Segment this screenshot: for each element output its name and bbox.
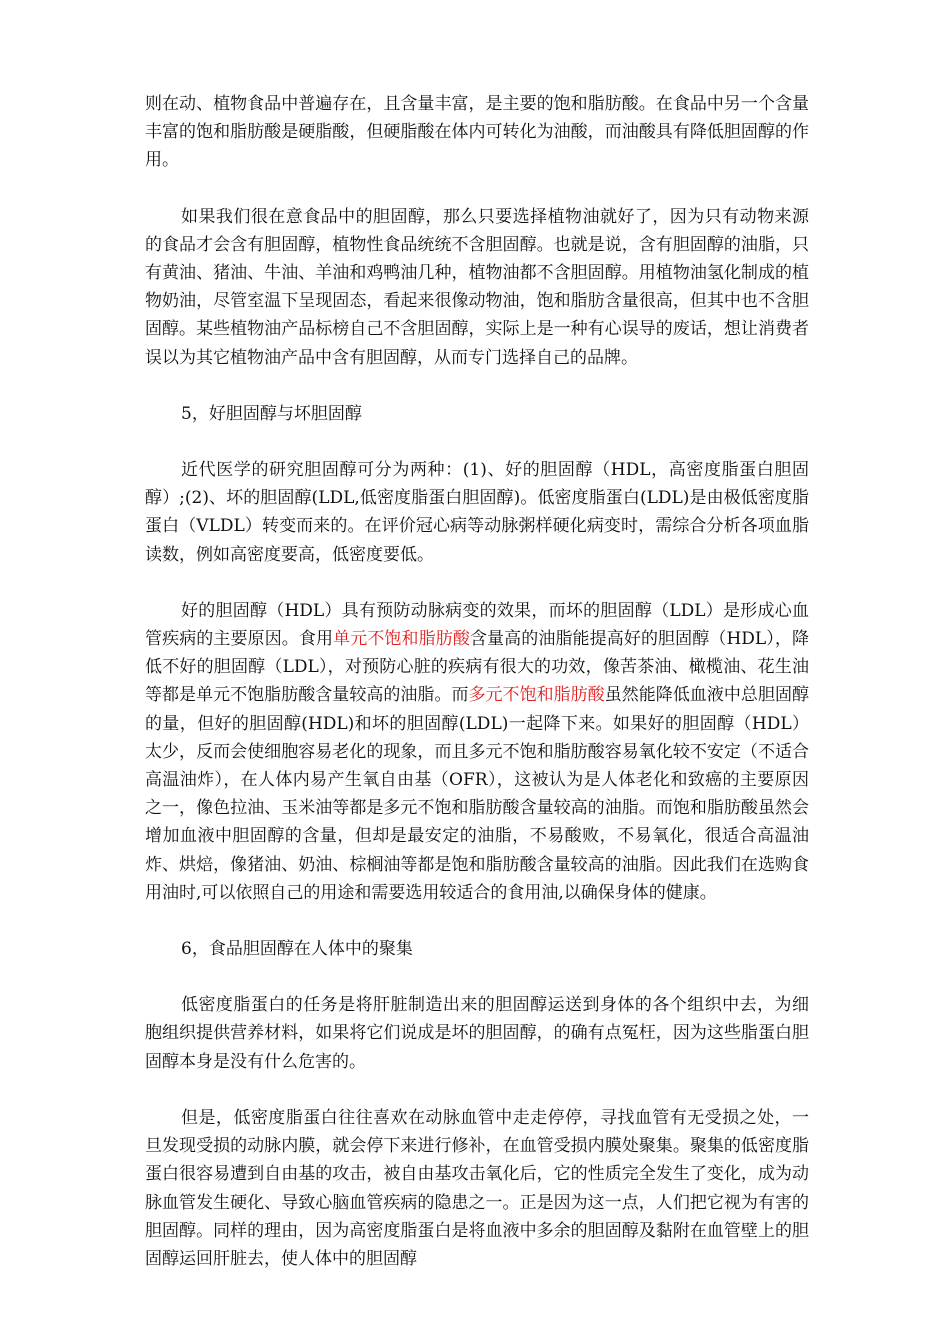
paragraph-saturated-fat: 则在动、植物食品中普遍存在，且含量丰富，是主要的饱和脂肪酸。在食品中另一个含量丰富的饱和脂肪酸是硬脂酸，但硬脂酸在体内可转化为油酸，而油酸具有降低胆固醇的作用。 xyxy=(145,94,809,171)
paragraph-ldl-task: 低密度脂蛋白的任务是将肝脏制造出来的胆固醇运送到身体的各个组织中去，为细胞组织提供营养材料，如果将它们说成是坏的胆固醇，的确有点冤枉，因为这些脂蛋白胆固醇本身是没有什么危害的。 xyxy=(145,995,809,1072)
paragraph-plant-oil: 如果我们很在意食品中的胆固醇，那么只要选择植物油就好了，因为只有动物来源的食品才会含有胆固醇，植物性食品统统不含胆固醇。也就是说，含有胆固醇的油脂，只有黄油、猪油、牛油、羊油和鸡鸭油几种，植物油都不含胆固醇。用植物油氢化制成的植物奶油，尽管室温下呈现固态，看起来很像动物油，饱和脂肪含量很高，但其中也不含胆固醇。某些植物油产品标榜自己不含胆固醇，实际上是一种有心误导的废话，想让消费者误以为其它植物油产品中含有胆固醇，从而专门选择自己的品牌。 xyxy=(145,206,809,368)
highlight-monounsaturated: 单元不饱和脂肪酸 xyxy=(333,629,470,650)
text-segment: 虽然能降低血液中总胆固醇的量，但好的胆固醇(HDL)和坏的胆固醇(LDL)一起降下来。如果好的胆固醇（HDL）太少，反而会使细胞容易老化的现象，而且多元不饱和脂肪酸容易氧化较不安定（不适合高温油炸），在人体内易产生氧自由基（OFR），这被认为是人体老化和致癌的主要原因之一，像色拉油、玉米油等都是多元不饱和脂肪酸含量较高的油脂。而饱和脂肪酸虽然会增加血液中胆固醇的含量，但却是最安定的油脂，不易酸败，不易氧化，很适合高温油炸、烘焙，像猪油、奶油、棕榈油等都是饱和脂肪酸含量较高的油脂。因此我们在选购食用油时,可以依照自己的用途和需要选用较适合的食用油,以确保身体的健康。 xyxy=(145,685,810,903)
paragraph-hdl-ldl-intro: 近代医学的研究胆固醇可分为两种：(1)、好的胆固醇（HDL，高密度脂蛋白胆固醇）;(2)、坏的胆固醇(LDL,低密度脂蛋白胆固醇)。低密度脂蛋白(LDL)是由极低密度脂蛋白（VLDL）转变而来的。在评价冠心病等动脉粥样硬化病变时，需综合分析各项血脂读数，例如高密度要高，低密度要低。 xyxy=(145,460,809,565)
section-heading-6: 6，食品胆固醇在人体中的聚集 xyxy=(181,939,413,960)
paragraph-fatty-acids xyxy=(145,597,809,907)
text-segment: 好的胆固醇（HDL）具有预防动脉病变的效果，而坏的胆固醇（LDL）是形成心血管疾病的主要原因。食用 xyxy=(145,600,809,650)
document-page xyxy=(145,90,809,1301)
highlight-polyunsaturated: 多元不饱和脂肪酸 xyxy=(468,685,605,706)
text-segment: 含量高的油脂能提高好的胆固醇（HDL），降低不好的胆固醇（LDL），对预防心脏的疾病有很大的功效，像苦茶油、橄榄油、花生油等都是单元不饱脂肪酸含量较高的油脂。而 xyxy=(145,629,810,706)
section-heading-5: 5，好胆固醇与坏胆固醇 xyxy=(181,403,362,424)
paragraph-ldl-accumulation: 但是，低密度脂蛋白往往喜欢在动脉血管中走走停停，寻找血管有无受损之处，一旦发现受损的动脉内膜，就会停下来进行修补，在血管受损内膜处聚集。聚集的低密度脂蛋白很容易遭到自由基的攻击，被自由基攻击氧化后，它的性质完全发生了变化，成为动脉血管发生硬化、导致心脑血管疾病的隐患之一。正是因为这一点，人们把它视为有害的胆固醇。同样的理由，因为高密度脂蛋白是将血液中多余的胆固醇及黏附在血管壁上的胆固醇运回肝脏去，使人体中的胆固醇 xyxy=(145,1107,809,1269)
